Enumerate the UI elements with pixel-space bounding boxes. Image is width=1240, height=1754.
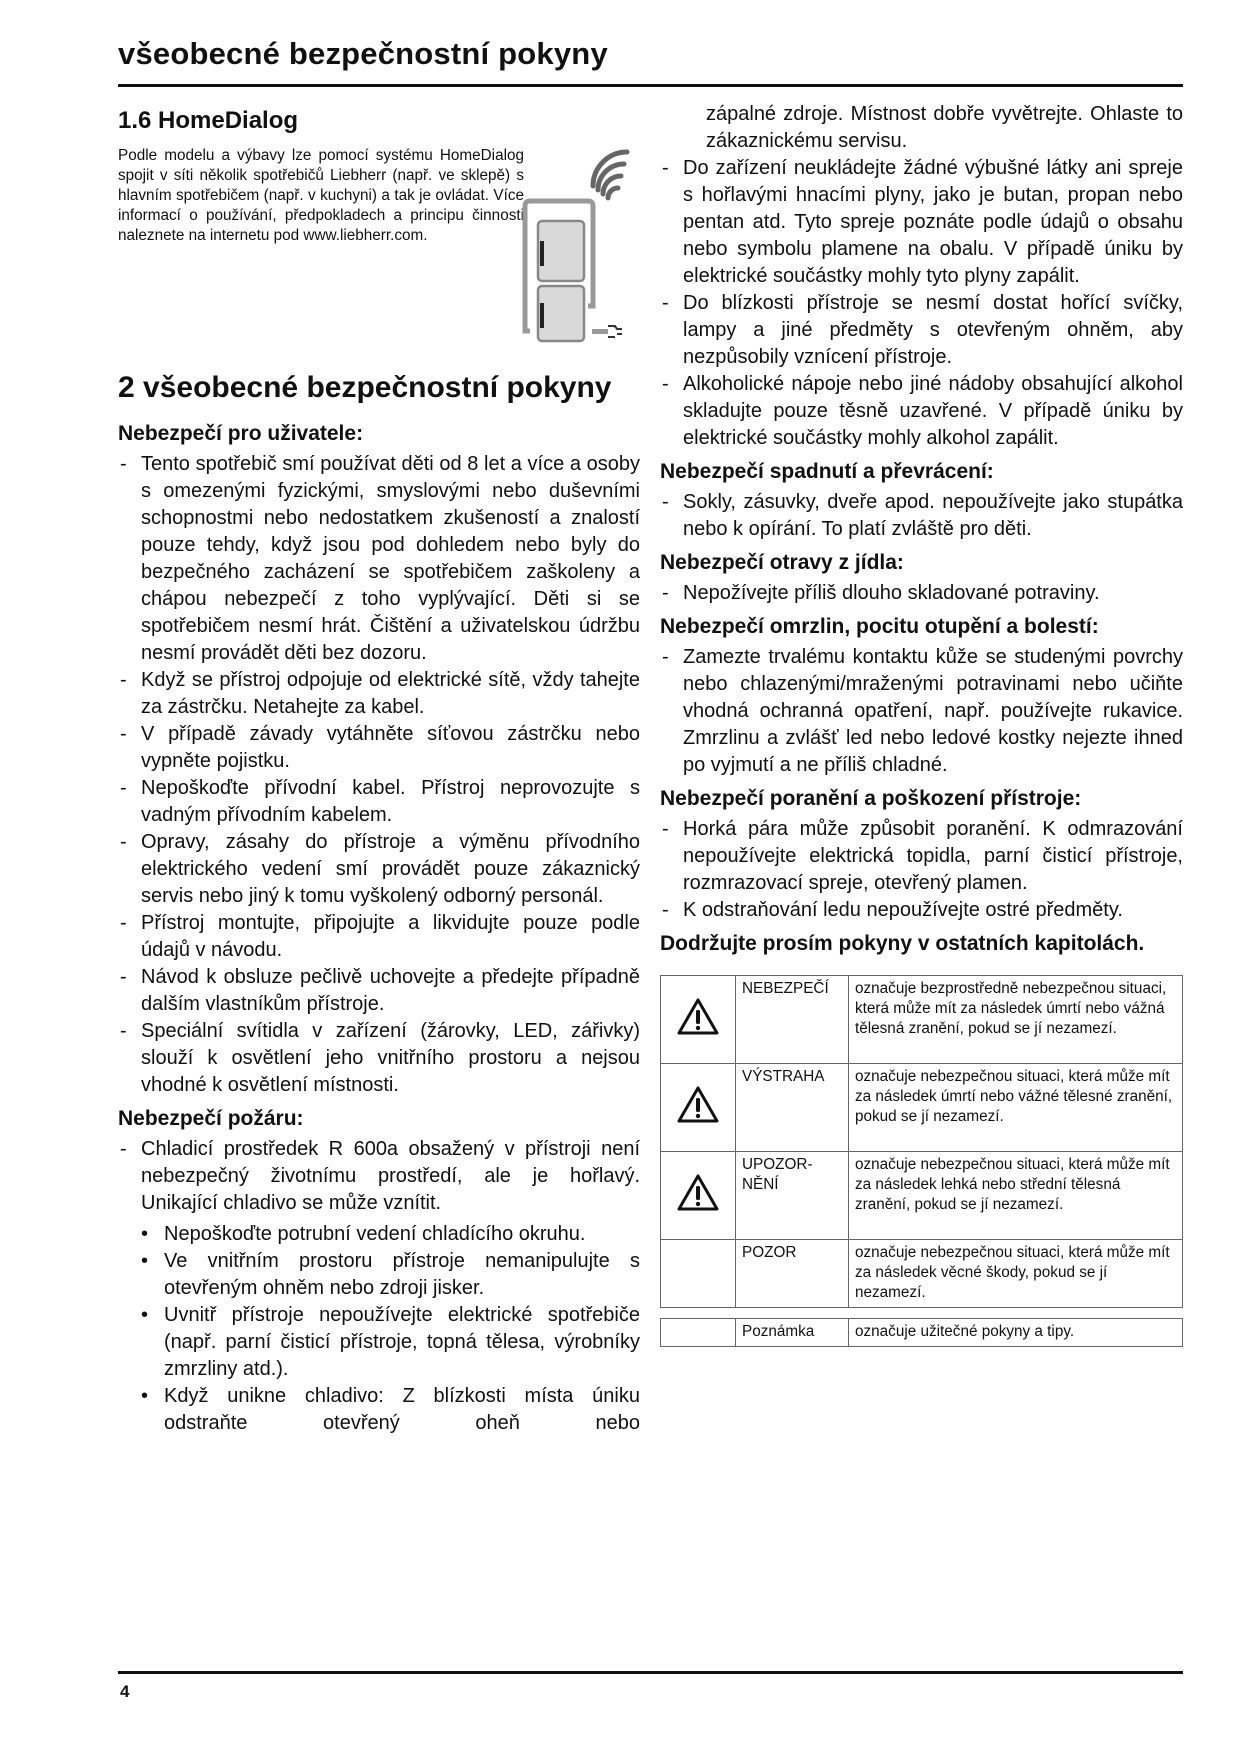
fire-bullet-continuation: zápalné zdroje. Místnost dobře vyvětrejte. Ohlaste to zákaznickému servisu. xyxy=(706,103,1183,152)
bullet-item: • Když unikne chladivo: Z blízkosti místa úniku odstraňte otevřený oheň nebo xyxy=(118,1383,640,1437)
table-row xyxy=(661,1152,1183,1240)
table-row xyxy=(661,1064,1183,1152)
list-item: - Tento spotřebič smí používat děti od 8 let a více a osoby s omezenými fyzickými, smyslovými nebo duševními schopnostmi nebo nedostatkem zkušeností a znalostí pouze tehdy, když jsou pod dohledem nebo byly do bezpečného zacházení se spotřebičem zaškoleny a chápou nebezpečí z toho vyplývající. Děti si se spotřebičem nesmí hrát. Čištění a uživatelskou údržbu nesmí provádět děti bez dozoru. xyxy=(118,451,640,667)
signal-word: UPOZOR-NĚNÍ xyxy=(736,1152,849,1240)
list-item xyxy=(118,1136,640,1437)
fire-item-text: Chladicí prostředek R 600a obsažený v přístroji není nebezpečný životnímu prostředí, ale je hořlavý. Unikající chladivo se může vznítit. xyxy=(141,1138,640,1214)
list-item: - Zamezte trvalému kontaktu kůže se studenými povrchy nebo chlazenými/mraženými potravinami nebo učiňte vhodná ochranná opatření, např. používejte rukavice. Zmrzlinu a zvlášť led nebo ledové kostky nejezte ihned po vyjmutí a ne příliš chladné. xyxy=(660,644,1183,779)
table-row xyxy=(661,976,1183,1064)
empty-icon-cell xyxy=(661,1319,736,1347)
homedialog-text: Podle modelu a výbavy lze pomocí systému HomeDialog spojit v síti několik spotřebičů Liebherr (např. ve sklepě) s hlavním spotřebičem (např. v kuchyni) a tak je ovládat. Více informací o používání, předpokladech a principu činnosti naleznete na internetu pod www.liebherr.com. xyxy=(118,147,524,244)
food-danger-heading: Nebezpečí otravy z jídla: xyxy=(660,551,904,574)
page-header xyxy=(118,34,1183,74)
table-row xyxy=(661,1319,1183,1347)
list-item: - Návod k obsluze pečlivě uchovejte a předejte případně dalším vlastníkům přístroje. xyxy=(118,964,640,1018)
left-column xyxy=(118,100,640,1437)
signal-word-description: označuje nebezpečnou situaci, která může mít za následek úmrtí nebo vážné tělesné zranění, pokud se jí nezamezí. xyxy=(849,1064,1183,1152)
page-title: všeobecné bezpečnostní pokyny xyxy=(118,36,608,71)
signal-word-description: označuje nebezpečnou situaci, která může mít za následek lehká nebo střední tělesná zranění, pokud se jí nezamezí. xyxy=(849,1152,1183,1240)
warning-triangle-icon xyxy=(661,1064,736,1152)
fire-danger-heading: Nebezpečí požáru: xyxy=(118,1107,304,1130)
empty-icon-cell xyxy=(661,1240,736,1308)
signal-word: POZOR xyxy=(736,1240,849,1308)
page-number: 4 xyxy=(120,1682,130,1701)
list-item: - K odstraňování ledu nepoužívejte ostré předměty. xyxy=(660,897,1183,924)
warning-triangle-icon xyxy=(661,1152,736,1240)
signal-words-table xyxy=(660,975,1183,1308)
injury-danger-list xyxy=(660,816,1183,924)
header-divider xyxy=(118,84,1183,87)
list-item: - Přístroj montujte, připojujte a likvidujte pouze podle údajů v návodu. xyxy=(118,910,640,964)
fridge-wireless-icon xyxy=(518,146,648,356)
list-item: - Do zařízení neukládejte žádné výbušné látky ani spreje s hořlavými hnacími plyny, jako je butan, propan nebo pentan atd. Tyto spreje poznáte podle údajů o obsahu nebo symbolu plamene na obalu. V případě úniku by elektrické součástky mohly tyto plyny zapálit. xyxy=(660,155,1183,290)
footer-divider xyxy=(118,1671,1183,1674)
users-danger-list xyxy=(118,451,640,1099)
note-label: Poznámka xyxy=(736,1319,849,1347)
other-chapters-note: Dodržujte prosím pokyny v ostatních kapitolách. xyxy=(660,932,1145,955)
signal-word-description: označuje nebezpečnou situaci, která může mít za následek věcné škody, pokud se jí nezamezí. xyxy=(849,1240,1183,1308)
warning-triangle-icon xyxy=(661,976,736,1064)
table-row xyxy=(661,1240,1183,1308)
tipping-danger-list xyxy=(660,489,1183,543)
list-item: - Sokly, zásuvky, dveře apod. nepoužívejte jako stupátka nebo k opírání. To platí zvláště pro děti. xyxy=(660,489,1183,543)
signal-word: NEBEZPEČÍ xyxy=(736,976,849,1064)
fire-bullet-list xyxy=(118,1221,640,1437)
fire-danger-list xyxy=(118,1136,640,1437)
list-item: - Opravy, zásahy do přístroje a výměnu přívodního elektrického vedení smí provádět pouze zákaznický servis nebo jiný k tomu vyškolený odborný personál. xyxy=(118,829,640,910)
injury-danger-heading: Nebezpečí poranění a poškození přístroje: xyxy=(660,787,1082,810)
bullet-item: • Ve vnitřním prostoru přístroje nemanipulujte s otevřeným ohněm nebo zdroji jisker. xyxy=(118,1248,640,1302)
list-item: - Speciální svítidla v zařízení (žárovky, LED, zářivky) slouží k osvětlení jeho vnitřního prostoru a nejsou vhodné k osvětlení místnosti. xyxy=(118,1018,640,1099)
list-item: - Nepožívejte příliš dlouho skladované potraviny. xyxy=(660,580,1183,607)
list-item: - Do blízkosti přístroje se nesmí dostat hořící svíčky, lampy a jiné předměty s otevřeným ohněm, aby nezpůsobily vznícení přístroje. xyxy=(660,290,1183,371)
frostbite-danger-heading: Nebezpečí omrzlin, pocitu otupění a bolestí: xyxy=(660,615,1099,638)
users-danger-heading: Nebezpečí pro uživatele: xyxy=(118,422,364,445)
food-danger-list xyxy=(660,580,1183,607)
homedialog-heading: 1.6 HomeDialog xyxy=(118,107,299,134)
fire-danger-list-continued xyxy=(660,155,1183,452)
list-item: - Alkoholické nápoje nebo jiné nádoby obsahující alkohol skladujte pouze těsně uzavřené. V případě úniku by elektrické součástky mohly alkohol zapálit. xyxy=(660,371,1183,452)
frostbite-danger-list xyxy=(660,644,1183,779)
list-item: - Když se přístroj odpojuje od elektrické sítě, vždy tahejte za zástrčku. Netahejte za kabel. xyxy=(118,667,640,721)
tipping-danger-heading: Nebezpečí spadnutí a převrácení: xyxy=(660,460,994,483)
list-item: - Horká pára může způsobit poranění. K odmrazování nepoužívejte elektrická topidla, parní čisticí přístroje, rozmrazovací spreje, otevřený plamen. xyxy=(660,816,1183,897)
list-item: - V případě závady vytáhněte síťovou zástrčku nebo vypněte pojistku. xyxy=(118,721,640,775)
signal-word-description: označuje bezprostředně nebezpečnou situaci, která může mít za následek úmrtí nebo vážná tělesná zranění, pokud se jí nezamezí. xyxy=(849,976,1183,1064)
right-column xyxy=(660,101,1183,1347)
bullet-item: • Uvnitř přístroje nepoužívejte elektrické spotřebiče (např. parní čisticí přístroje, topná tělesa, výrobníky zmrzliny atd.). xyxy=(118,1302,640,1383)
section-2-heading: 2 všeobecné bezpečnostní pokyny xyxy=(118,371,612,404)
signal-word: VÝSTRAHA xyxy=(736,1064,849,1152)
bullet-item: • Nepoškoďte potrubní vedení chladícího okruhu. xyxy=(118,1221,640,1248)
note-description: označuje užitečné pokyny a tipy. xyxy=(849,1319,1183,1347)
list-item: - Nepoškoďte přívodní kabel. Přístroj neprovozujte s vadným přívodním kabelem. xyxy=(118,775,640,829)
homedialog-section xyxy=(118,106,640,346)
note-table xyxy=(660,1318,1183,1347)
